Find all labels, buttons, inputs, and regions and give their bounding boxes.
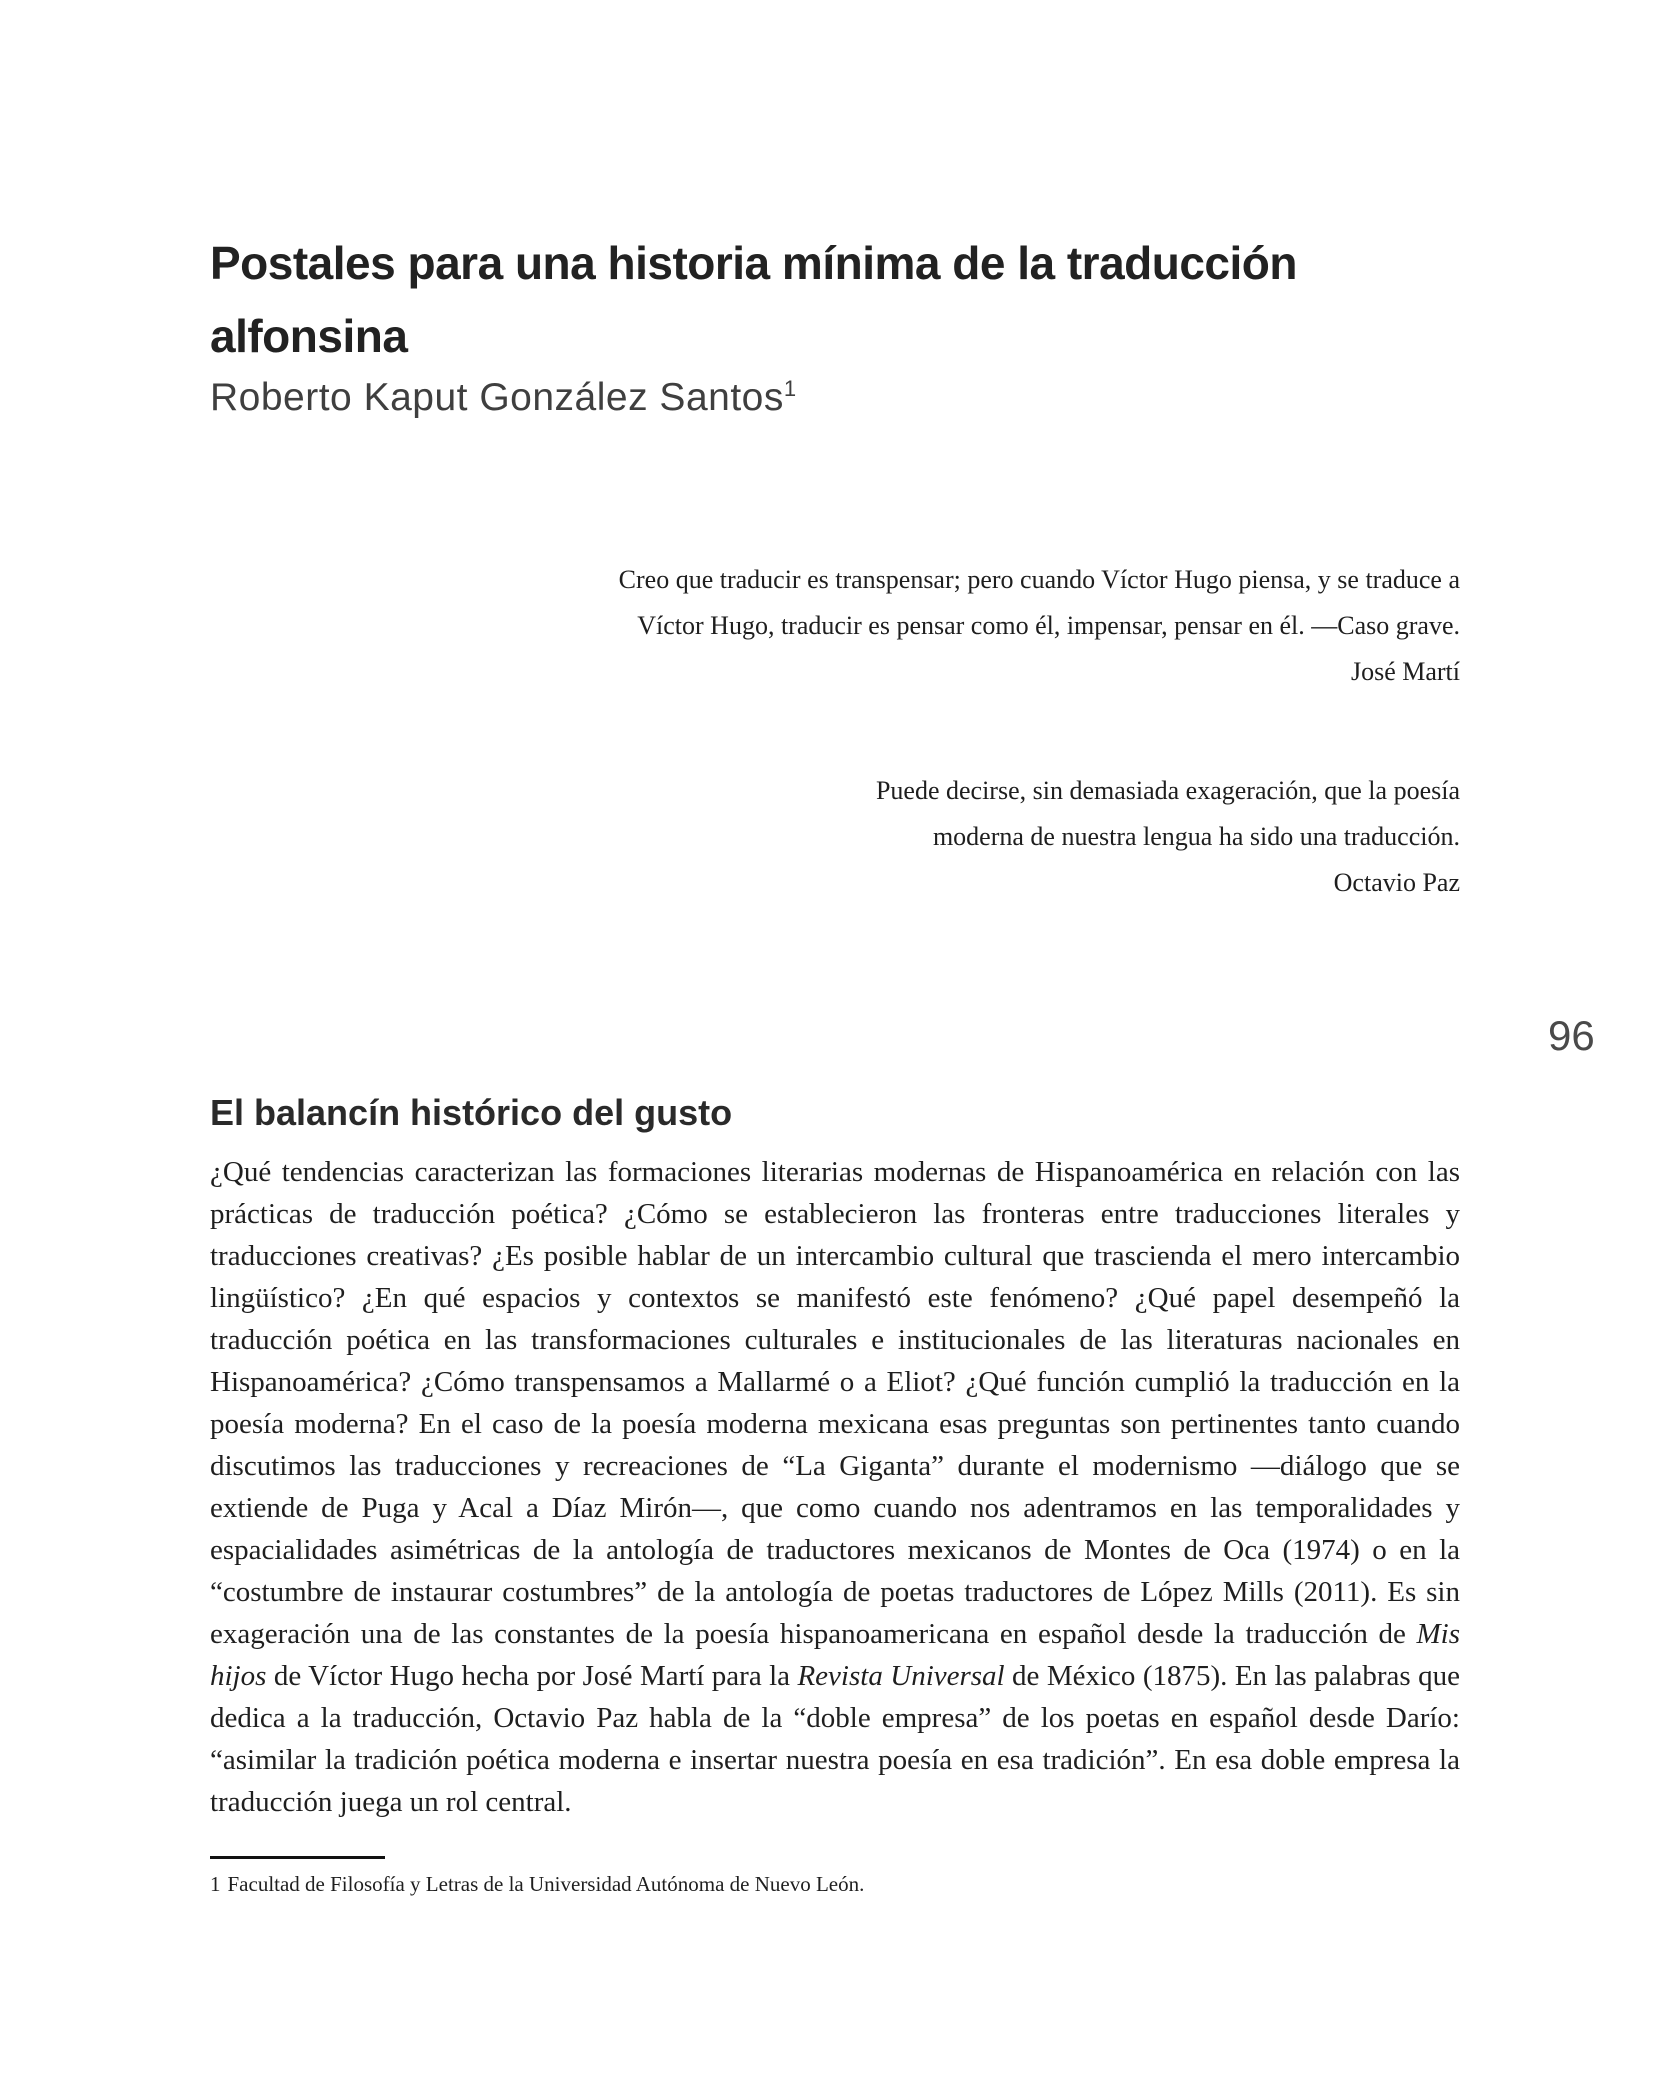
epigraph-line: Creo que traducir es transpensar; pero cuando Víctor Hugo piensa, y se traduce a bbox=[618, 565, 1460, 594]
body-text-segment: de México (1875). En las palabras que dedica a la traducción, Octavio Paz habla de la “doble empresa” de los poetas en español desde Darío: “asimilar la tradición poética moderna e insertar nuestra poesía en esa tradición”. En esa doble empresa la traducción juega un rol central. bbox=[210, 1660, 1461, 1818]
article-author bbox=[210, 376, 797, 420]
footnote-text: Facultad de Filosofía y Letras de la Universidad Autónoma de Nuevo León. bbox=[227, 1872, 865, 1896]
footnote-divider bbox=[210, 1856, 385, 1859]
epigraph-paz bbox=[210, 768, 1460, 906]
body-text-segment: de Víctor Hugo hecha por José Martí para la bbox=[266, 1660, 798, 1692]
epigraph-attribution: Octavio Paz bbox=[1333, 868, 1460, 897]
author-footnote-marker: 1 bbox=[783, 376, 797, 401]
body-text-segment: Mis hijos bbox=[210, 1618, 1460, 1692]
body-text-segment: Revista Universal bbox=[797, 1660, 1005, 1692]
epigraph-line: Puede decirse, sin demasiada exageración, que la poesía bbox=[875, 776, 1460, 805]
epigraph-attribution: José Martí bbox=[1350, 657, 1460, 686]
section-heading: El balancín histórico del gusto bbox=[210, 1091, 733, 1133]
footnote-marker: 1 bbox=[210, 1872, 221, 1896]
article-title: Postales para una historia mínima de la traducción alfonsina bbox=[210, 236, 1297, 362]
epigraph-line: Víctor Hugo, traducir es pensar como él, impensar, pensar en él. —Caso grave. bbox=[637, 611, 1460, 640]
footnote bbox=[210, 1872, 1460, 1897]
epigraph-line: moderna de nuestra lengua ha sido una traducción. bbox=[932, 822, 1460, 851]
body-text-segment: ¿Qué tendencias caracterizan las formaciones literarias modernas de Hispanoamérica en relación con las prácticas de traducción poética? ¿Cómo se establecieron las fronteras entre traducciones literales y traducciones creativas? ¿Es posible hablar de un intercambio cultural que trascienda el mero intercambio lingüístico? ¿En qué espacios y contextos se manifestó este fenómeno? ¿Qué papel desempeñó la traducción poética en las transformaciones culturales e institucionales de las literaturas nacionales en Hispanoamérica? ¿Cómo transpensamos a Mallarmé o a Eliot? ¿Qué función cumplió la traducción en la poesía moderna? En el caso de la poesía moderna mexicana esas preguntas son pertinentes tanto cuando discutimos las traducciones y recreaciones de “La Giganta” durante el modernismo —diálogo que se extiende de Puga y Acal a Díaz Mirón—, que como cuando nos adentramos en las temporalidades y espacialidades asimétricas de la antología de traductores mexicanos de Montes de Oca (1974) o en la “costumbre de instaurar costumbres” de la antología de poetas traductores de López Mills (2011). Es sin exageración una de las constantes de la poesía hispanoamericana en español desde la traducción de bbox=[210, 1156, 1460, 1650]
epigraph-marti bbox=[210, 557, 1460, 695]
body-paragraph bbox=[210, 1151, 1460, 1823]
page-number: 96 bbox=[1548, 1012, 1595, 1059]
author-name: Roberto Kaput González Santos bbox=[210, 376, 784, 419]
